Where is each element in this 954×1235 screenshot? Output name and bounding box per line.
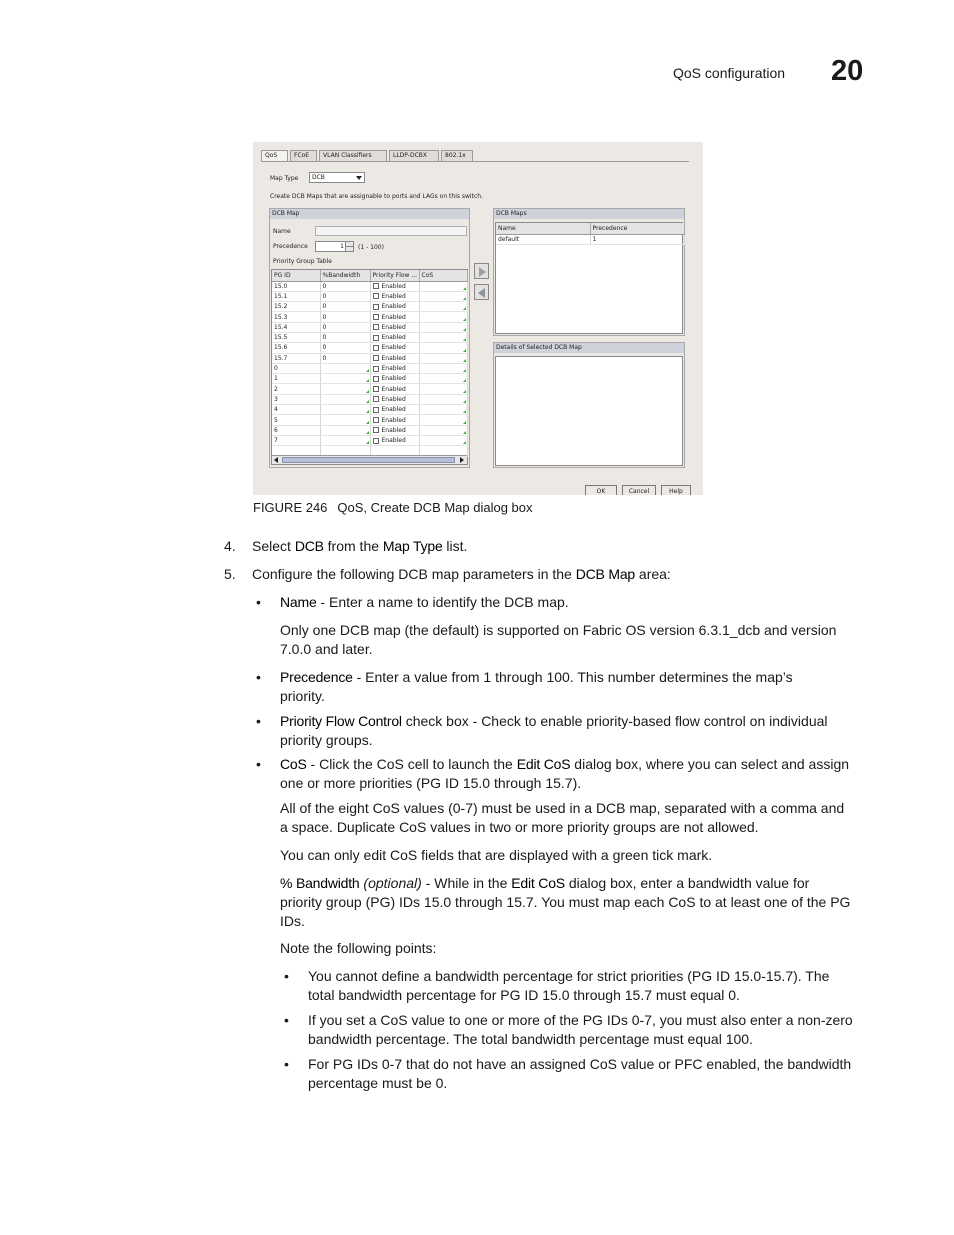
pg-table-label: Priority Group Table (273, 258, 332, 265)
keyword: CoS (280, 756, 307, 772)
table-row[interactable] (272, 405, 467, 415)
bandwidth-cell[interactable] (320, 384, 370, 394)
pfc-cell[interactable] (370, 394, 419, 404)
green-tick-icon (463, 421, 466, 424)
pfc-checkbox[interactable] (373, 396, 379, 402)
table-row[interactable] (272, 302, 467, 312)
bandwidth-cell[interactable] (320, 405, 370, 415)
pfc-cell[interactable] (370, 302, 419, 312)
pfc-checkbox[interactable] (373, 386, 379, 392)
keyword: Name (280, 594, 317, 610)
cos-cell[interactable] (419, 281, 467, 291)
bullet-icon: • (256, 756, 261, 772)
optional-text: (optional) (363, 875, 422, 891)
bullet-icon: • (284, 1056, 289, 1072)
figure-title: QoS, Create DCB Map dialog box (337, 500, 533, 515)
arrow-right-icon (479, 267, 486, 277)
keyword: Precedence (280, 669, 353, 685)
tab-qos[interactable]: QoS (261, 150, 288, 162)
name-note-line-1: Only one DCB map (the default) is supported on Fabric OS version 6.3.1_dcb and version (280, 622, 837, 638)
step-4-text (252, 537, 467, 556)
cos-cell[interactable] (419, 435, 467, 445)
sub-bullet-2-line-2: bandwidth percentage. The total bandwidth percentage must equal 100. (308, 1031, 753, 1047)
name-label: Name (273, 228, 291, 235)
table-header-row (272, 270, 467, 281)
bandwidth-cell[interactable] (320, 312, 370, 322)
keyword: Priority Flow Control (280, 713, 402, 729)
pfc-label: Enabled (381, 395, 406, 403)
green-tick-icon (366, 400, 369, 403)
pg-id-cell: 5 (272, 415, 320, 425)
pfc-cell[interactable] (370, 312, 419, 322)
cos-cell[interactable] (419, 363, 467, 373)
pg-id-cell: 2 (272, 384, 320, 394)
bandwidth-value: 0 (322, 354, 327, 362)
dcb-maps-panel (493, 208, 685, 336)
precedence-line-2: priority. (280, 688, 325, 704)
table-row[interactable] (272, 353, 467, 363)
pfc-checkbox[interactable] (373, 293, 379, 299)
pfc-label: Enabled (381, 344, 406, 352)
map-type-label: Map Type (270, 175, 299, 182)
green-tick-icon (366, 431, 369, 434)
table-row[interactable] (272, 312, 467, 322)
dcb-map-dialog-screenshot (253, 142, 703, 495)
green-tick-icon (463, 307, 466, 310)
green-tick-icon (463, 287, 466, 290)
bandwidth-value: 0 (322, 282, 327, 290)
cos-cell[interactable] (419, 302, 467, 312)
bandwidth-cell[interactable] (320, 322, 370, 332)
cos-cell[interactable] (419, 374, 467, 384)
green-tick-icon (463, 390, 466, 393)
pfc-checkbox[interactable] (373, 324, 379, 330)
table-row[interactable] (272, 363, 467, 373)
bullet-precedence (280, 668, 793, 687)
table-row[interactable] (272, 322, 467, 332)
green-tick-icon (463, 369, 466, 372)
instruction-text: Create DCB Maps that are assignable to ports and LAGs on this switch. (270, 193, 483, 200)
pg-id-cell: 4 (272, 405, 320, 415)
tab-vlan-classifiers[interactable]: VLAN Classifiers (319, 150, 387, 161)
bandwidth-cell[interactable] (320, 343, 370, 353)
dcb-maps-table (495, 222, 683, 334)
pfc-checkbox[interactable] (373, 376, 379, 382)
bandwidth-cell[interactable] (320, 425, 370, 435)
pfc-label: Enabled (381, 406, 406, 414)
green-tick-icon (463, 338, 466, 341)
sub-bullet-1-line-1: You cannot define a bandwidth percentage for strict priorities (PG ID 15.0-15.7). The (308, 968, 830, 984)
tab-divider (261, 161, 689, 162)
pfc-cell[interactable] (370, 425, 419, 435)
figure-caption (253, 500, 533, 515)
table-row[interactable] (496, 234, 684, 244)
bullet-name (280, 593, 569, 612)
pg-id-cell: 15.6 (272, 343, 320, 353)
table-row[interactable] (272, 343, 467, 353)
pfc-cell[interactable] (370, 291, 419, 301)
cos-para-2: You can only edit CoS fields that are displayed with a green tick mark. (280, 847, 713, 863)
step-5-text (252, 565, 671, 584)
green-tick-icon (366, 410, 369, 413)
keyword: % Bandwidth (280, 875, 360, 891)
scroll-right-icon[interactable] (460, 457, 464, 463)
green-tick-icon (463, 431, 466, 434)
sub-bullet-3-line-2: percentage must be 0. (308, 1075, 448, 1091)
bandwidth-value: 0 (322, 344, 327, 352)
pfc-label: Enabled (381, 282, 406, 290)
pg-id-cell: 15.1 (272, 291, 320, 301)
bandwidth-cell[interactable] (320, 332, 370, 342)
figure-number: FIGURE 246 (253, 500, 328, 515)
pfc-checkbox[interactable] (373, 417, 379, 423)
cos-para-1-line-2: a space. Duplicate CoS values in two or more priority groups are not allowed. (280, 819, 759, 835)
green-tick-icon (463, 359, 466, 362)
keyword: Edit CoS (511, 875, 565, 891)
chapter-number: 20 (831, 55, 864, 87)
table-row[interactable] (272, 435, 467, 445)
running-header-section: QoS configuration (673, 65, 786, 81)
cos-line-2: one or more priorities (PG ID 15.0 through 15.7). (280, 775, 582, 791)
cos-cell[interactable] (419, 332, 467, 342)
pfc-checkbox[interactable] (373, 283, 379, 289)
cos-cell[interactable] (419, 425, 467, 435)
tab-lldp-dcbx[interactable]: LLDP-DCBX (389, 150, 439, 161)
keyword: Map Type (382, 538, 443, 554)
map-type-select[interactable] (309, 172, 365, 183)
pfc-cell[interactable] (370, 384, 419, 394)
pg-id-cell: 3 (272, 394, 320, 404)
tab-8021x[interactable]: 802.1x (441, 150, 473, 161)
green-tick-icon (463, 318, 466, 321)
text: Configure the following DCB map parameters in the (252, 566, 576, 582)
pfc-label: Enabled (381, 292, 406, 300)
col-precedence[interactable]: Precedence (590, 223, 684, 234)
pfc-checkbox[interactable] (373, 427, 379, 433)
pfc-cell[interactable] (370, 353, 419, 363)
bandwidth-cell[interactable] (320, 281, 370, 291)
bandwidth-cell[interactable] (320, 291, 370, 301)
map-name-cell: default (496, 234, 590, 244)
col-cos[interactable]: CoS (419, 270, 467, 281)
bandwidth-cell[interactable] (320, 374, 370, 384)
help-button[interactable]: Help (661, 485, 691, 495)
bandwidth-cell[interactable] (320, 353, 370, 363)
bullet-icon: • (284, 968, 289, 984)
bandwidth-value: 0 (322, 292, 327, 300)
green-tick-icon (463, 379, 466, 382)
cos-cell[interactable] (419, 384, 467, 394)
pg-id-cell: 6 (272, 425, 320, 435)
pfc-checkbox[interactable] (373, 345, 379, 351)
pfc-cell[interactable] (370, 281, 419, 291)
sub-bullet-3-line-1: For PG IDs 0-7 that do not have an assigned CoS value or PFC enabled, the bandwidth (308, 1056, 852, 1072)
table-row[interactable] (272, 332, 467, 342)
pfc-label: Enabled (381, 313, 406, 321)
pfc-cell[interactable] (370, 322, 419, 332)
table-row[interactable] (272, 394, 467, 404)
precedence-spinner[interactable] (315, 241, 354, 252)
cos-cell[interactable] (419, 353, 467, 363)
table-row[interactable] (272, 384, 467, 394)
map-precedence-cell: 1 (590, 234, 684, 244)
text: - Enter a name to identify the DCB map. (316, 594, 569, 610)
bullet-icon: • (256, 713, 261, 729)
note-text: Note the following points: (280, 940, 437, 956)
text: - Click the CoS cell to launch the (306, 756, 517, 772)
pg-id-cell: 15.0 (272, 281, 320, 291)
green-tick-icon (366, 441, 369, 444)
pfc-cell[interactable] (370, 332, 419, 342)
table-row[interactable] (272, 281, 467, 291)
text: check box - Check to enable priority-based flow control on individual (401, 713, 828, 729)
pfc-checkbox[interactable] (373, 314, 379, 320)
pfc-cell[interactable] (370, 405, 419, 415)
precedence-value: 1 (340, 243, 344, 250)
pfc-checkbox[interactable] (373, 335, 379, 341)
pfc-cell[interactable] (370, 363, 419, 373)
cos-cell[interactable] (419, 394, 467, 404)
cos-cell[interactable] (419, 312, 467, 322)
pg-id-cell: 15.2 (272, 302, 320, 312)
bandwidth-cell[interactable] (320, 415, 370, 425)
green-tick-icon (463, 400, 466, 403)
col-pg-id[interactable]: PG ID (272, 270, 320, 281)
bullet-pfc (280, 712, 828, 731)
text: - While in the (421, 875, 512, 891)
pg-id-cell: 15.5 (272, 332, 320, 342)
green-tick-icon (463, 349, 466, 352)
table-row[interactable] (272, 374, 467, 384)
bullet-icon: • (256, 669, 261, 685)
green-tick-icon (366, 379, 369, 382)
bandwidth-value: 0 (322, 303, 327, 311)
bandwidth-line-2: priority group (PG) IDs 15.0 through 15.7. You must map each CoS to at least one of the PG (280, 894, 851, 910)
bandwidth-value: 0 (322, 334, 327, 342)
bandwidth-value: 0 (322, 323, 327, 331)
cos-para-1-line-1: All of the eight CoS values (0-7) must be used in a DCB map, separated with a comma and (280, 800, 845, 816)
text: list. (442, 538, 468, 554)
scroll-left-icon[interactable] (274, 457, 278, 463)
pg-id-cell: 0 (272, 363, 320, 373)
bullet-icon: • (256, 594, 261, 610)
precedence-range: (1 - 100) (358, 244, 384, 251)
bandwidth-cell[interactable] (320, 435, 370, 445)
cos-cell[interactable] (419, 415, 467, 425)
dcb-maps-panel-title: DCB Maps (494, 209, 684, 219)
green-tick-icon (366, 421, 369, 424)
details-panel (493, 342, 685, 468)
col-pfc[interactable]: Priority Flow ... (370, 270, 419, 281)
sub-bullet-2-line-1: If you set a CoS value to one or more of the PG IDs 0-7, you must also enter a non-zero (308, 1012, 853, 1028)
table-row[interactable] (272, 425, 467, 435)
step-number: 4. (224, 538, 236, 554)
pfc-checkbox[interactable] (373, 355, 379, 361)
name-note-line-2: 7.0.0 and later. (280, 641, 373, 657)
pfc-label: Enabled (381, 437, 406, 445)
chevron-down-icon[interactable] (356, 176, 362, 180)
map-type-value: DCB (312, 174, 325, 181)
pfc-cell[interactable] (370, 343, 419, 353)
cancel-button[interactable]: Cancel (622, 485, 656, 495)
tab-fcoe[interactable]: FCoE (290, 150, 317, 161)
cos-cell[interactable] (419, 405, 467, 415)
step-number: 5. (224, 566, 236, 582)
text: from the (323, 538, 383, 554)
pfc-label: Enabled (381, 426, 406, 434)
spinner-down-icon[interactable] (345, 246, 353, 251)
green-tick-icon (463, 328, 466, 331)
priority-group-table (271, 269, 468, 465)
text: dialog box, enter a bandwidth value for (564, 875, 810, 891)
pg-id-cell: 7 (272, 435, 320, 445)
remove-map-button[interactable] (474, 284, 489, 300)
arrow-left-icon (478, 288, 485, 298)
text: dialog box, where you can select and assign (570, 756, 850, 772)
pg-id-cell: 15.3 (272, 312, 320, 322)
details-panel-title: Details of Selected DCB Map (494, 343, 684, 353)
col-bandwidth[interactable]: %Bandwidth (320, 270, 370, 281)
bandwidth-cell[interactable] (320, 363, 370, 373)
bandwidth-line-3: IDs. (280, 913, 305, 929)
dcb-map-panel (269, 208, 470, 468)
pfc-cell[interactable] (370, 374, 419, 384)
text: Select (252, 538, 295, 554)
pfc-cell[interactable] (370, 415, 419, 425)
text: area: (635, 566, 671, 582)
green-tick-icon (366, 369, 369, 372)
pfc-label: Enabled (381, 354, 406, 362)
pfc-cell[interactable] (370, 435, 419, 445)
dcb-map-panel-title: DCB Map (270, 209, 469, 219)
pfc-line-2: priority groups. (280, 732, 373, 748)
green-tick-icon (366, 390, 369, 393)
pfc-checkbox[interactable] (373, 304, 379, 310)
green-tick-icon (463, 441, 466, 444)
pfc-label: Enabled (381, 385, 406, 393)
bullet-icon: • (284, 1012, 289, 1028)
pg-id-cell: 1 (272, 374, 320, 384)
green-tick-icon (463, 297, 466, 300)
sub-bullet-1-line-2: total bandwidth percentage for PG ID 15.0 through 15.7 must equal 0. (308, 987, 740, 1003)
horizontal-scrollbar[interactable] (272, 455, 467, 464)
pfc-checkbox[interactable] (373, 438, 379, 444)
pfc-label: Enabled (381, 334, 406, 342)
cos-cell[interactable] (419, 343, 467, 353)
pfc-label: Enabled (381, 365, 406, 373)
pfc-label: Enabled (381, 303, 406, 311)
table-header-row (496, 223, 684, 234)
pfc-label: Enabled (381, 323, 406, 331)
text: - Enter a value from 1 through 100. This number determines the map’s (352, 669, 793, 685)
pfc-label: Enabled (381, 375, 406, 383)
bullet-cos (280, 755, 849, 774)
green-tick-icon (463, 410, 466, 413)
bandwidth-cell[interactable] (320, 302, 370, 312)
scroll-thumb[interactable] (282, 457, 455, 463)
col-name[interactable]: Name (496, 223, 590, 234)
precedence-label: Precedence (273, 243, 308, 250)
ok-button[interactable]: OK (585, 485, 617, 495)
pfc-label: Enabled (381, 416, 406, 424)
bandwidth-value: 0 (322, 313, 327, 321)
keyword: DCB Map (575, 566, 636, 582)
pg-id-cell: 15.4 (272, 322, 320, 332)
name-input[interactable] (315, 226, 467, 236)
cos-cell[interactable] (419, 322, 467, 332)
add-map-button[interactable] (474, 263, 489, 279)
pfc-checkbox[interactable] (373, 366, 379, 372)
keyword: DCB (294, 538, 324, 554)
pfc-checkbox[interactable] (373, 407, 379, 413)
table-row[interactable] (272, 415, 467, 425)
bandwidth-para (280, 874, 809, 893)
pg-id-cell: 15.7 (272, 353, 320, 363)
table-row[interactable] (272, 291, 467, 301)
cos-cell[interactable] (419, 291, 467, 301)
details-area (495, 356, 683, 466)
keyword: Edit CoS (516, 756, 571, 772)
bandwidth-cell[interactable] (320, 394, 370, 404)
